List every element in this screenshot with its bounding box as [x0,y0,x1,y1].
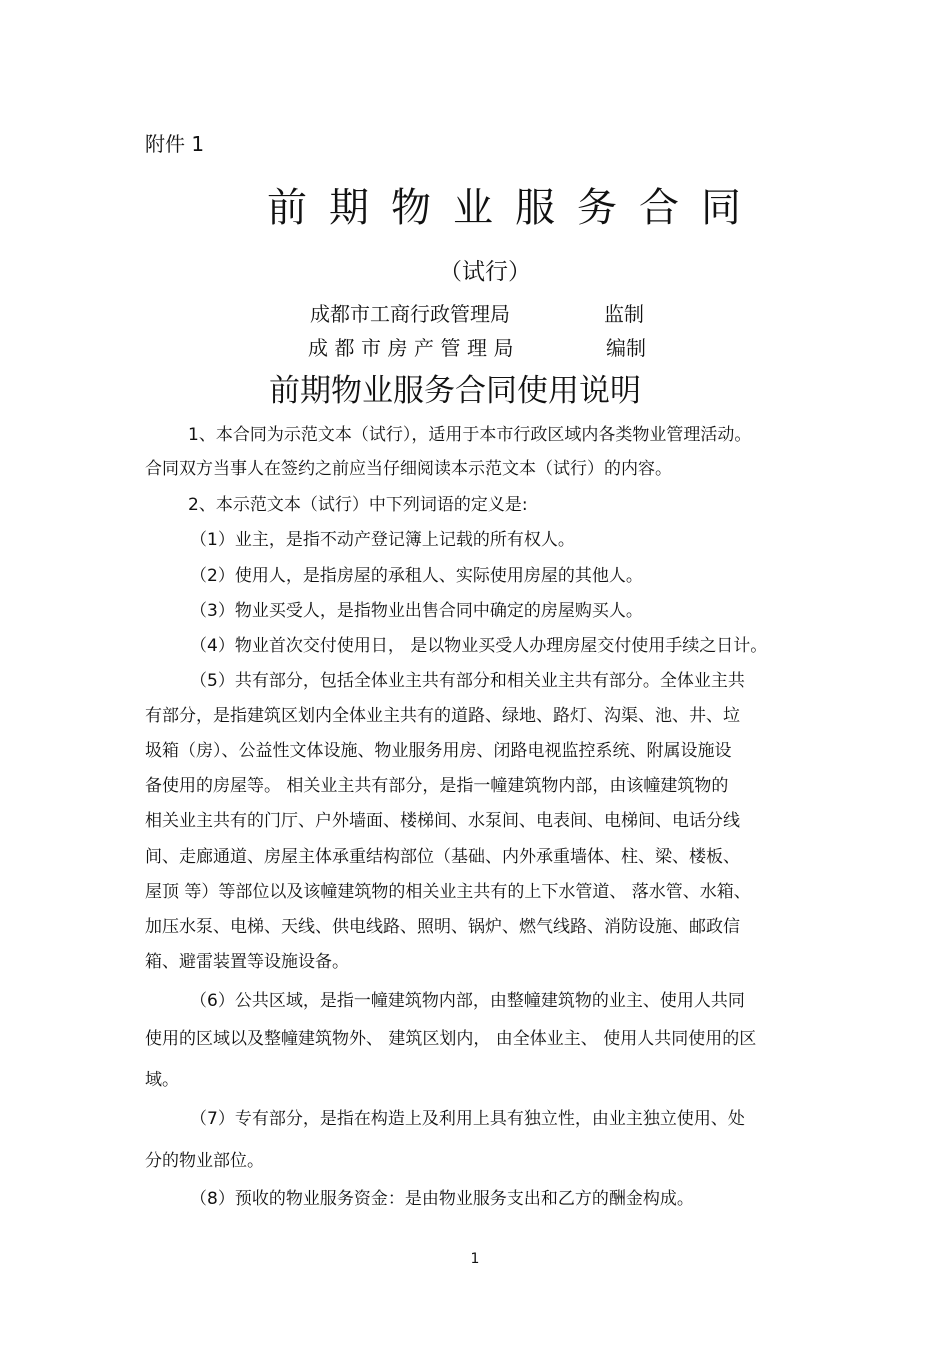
body-line: （4）物业首次交付使用日， 是以物业买受人办理房屋交付使用手续之日计。 [190,636,768,656]
authority-name: 成都市工商行政管理局 [310,302,510,326]
body-line: 2、本示范文本（试行）中下列词语的定义是: [188,495,528,515]
body-line: （7）专有部分，是指在构造上及利用上具有独立性，由业主独立使用、处 [190,1109,745,1129]
body-line: 相关业主共有的门厅、户外墙面、楼梯间、水泵间、电表间、电梯间、电话分线 [145,811,740,831]
body-line: 圾箱（房）、公益性文体设施、物业服务用房、闭路电视监控系统、附属设施设 [145,741,732,761]
body-line: （1）业主，是指不动产登记簿上记载的所有权人。 [190,530,575,550]
body-line: 分的物业部位。 [145,1151,264,1171]
body-line: 箱、避雷装置等设施设备。 [145,952,349,972]
contract-title: 前期物业服务合同 [267,185,763,231]
body-line: （2）使用人，是指房屋的承租人、实际使用房屋的其他人。 [190,566,643,586]
section-title: 前期物业服务合同使用说明 [269,373,641,409]
body-line: （6）公共区域，是指一幢建筑物内部，由整幢建筑物的业主、使用人共同 [190,991,745,1011]
body-line: 加压水泵、电梯、天线、供电线路、照明、锅炉、燃气线路、消防设施、邮政信 [145,917,740,937]
body-line: 使用的区域以及整幢建筑物外、 建筑区划内， 由全体业主、 使用人共同使用的区 [145,1029,757,1049]
page-number: 1 [470,1251,480,1267]
trial-note: （试行） [439,259,531,285]
body-line: 1、本合同为示范文本（试行），适用于本市行政区域内各类物业管理活动。 [188,425,752,445]
body-line: 域。 [145,1070,179,1090]
body-line: 屋顶 等）等部位以及该幢建筑物的相关业主共有的上下水管道、 落水管、水箱、 [145,882,751,902]
authority-role: 监制 [604,302,644,326]
annex-label: 附件 1 [145,132,205,156]
body-line: 备使用的房屋等。 相关业主共有部分，是指一幢建筑物内部，由该幢建筑物的 [145,776,729,796]
body-line: 有部分，是指建筑区划内全体业主共有的道路、绿地、路灯、沟渠、池、井、垃 [145,706,740,726]
body-line: （3）物业买受人，是指物业出售合同中确定的房屋购买人。 [190,601,643,621]
authority-role: 编制 [606,336,646,360]
authority-name: 成都市房产管理局 [308,336,520,360]
body-line: （8）预收的物业服务资金：是由物业服务支出和乙方的酬金构成。 [190,1189,694,1209]
body-line: （5）共有部分，包括全体业主共有部分和相关业主共有部分。全体业主共 [190,671,745,691]
body-line: 间、走廊通道、房屋主体承重结构部位（基础、内外承重墙体、柱、梁、楼板、 [145,847,740,867]
body-line: 合同双方当事人在签约之前应当仔细阅读本示范文本（试行）的内容。 [145,459,672,479]
